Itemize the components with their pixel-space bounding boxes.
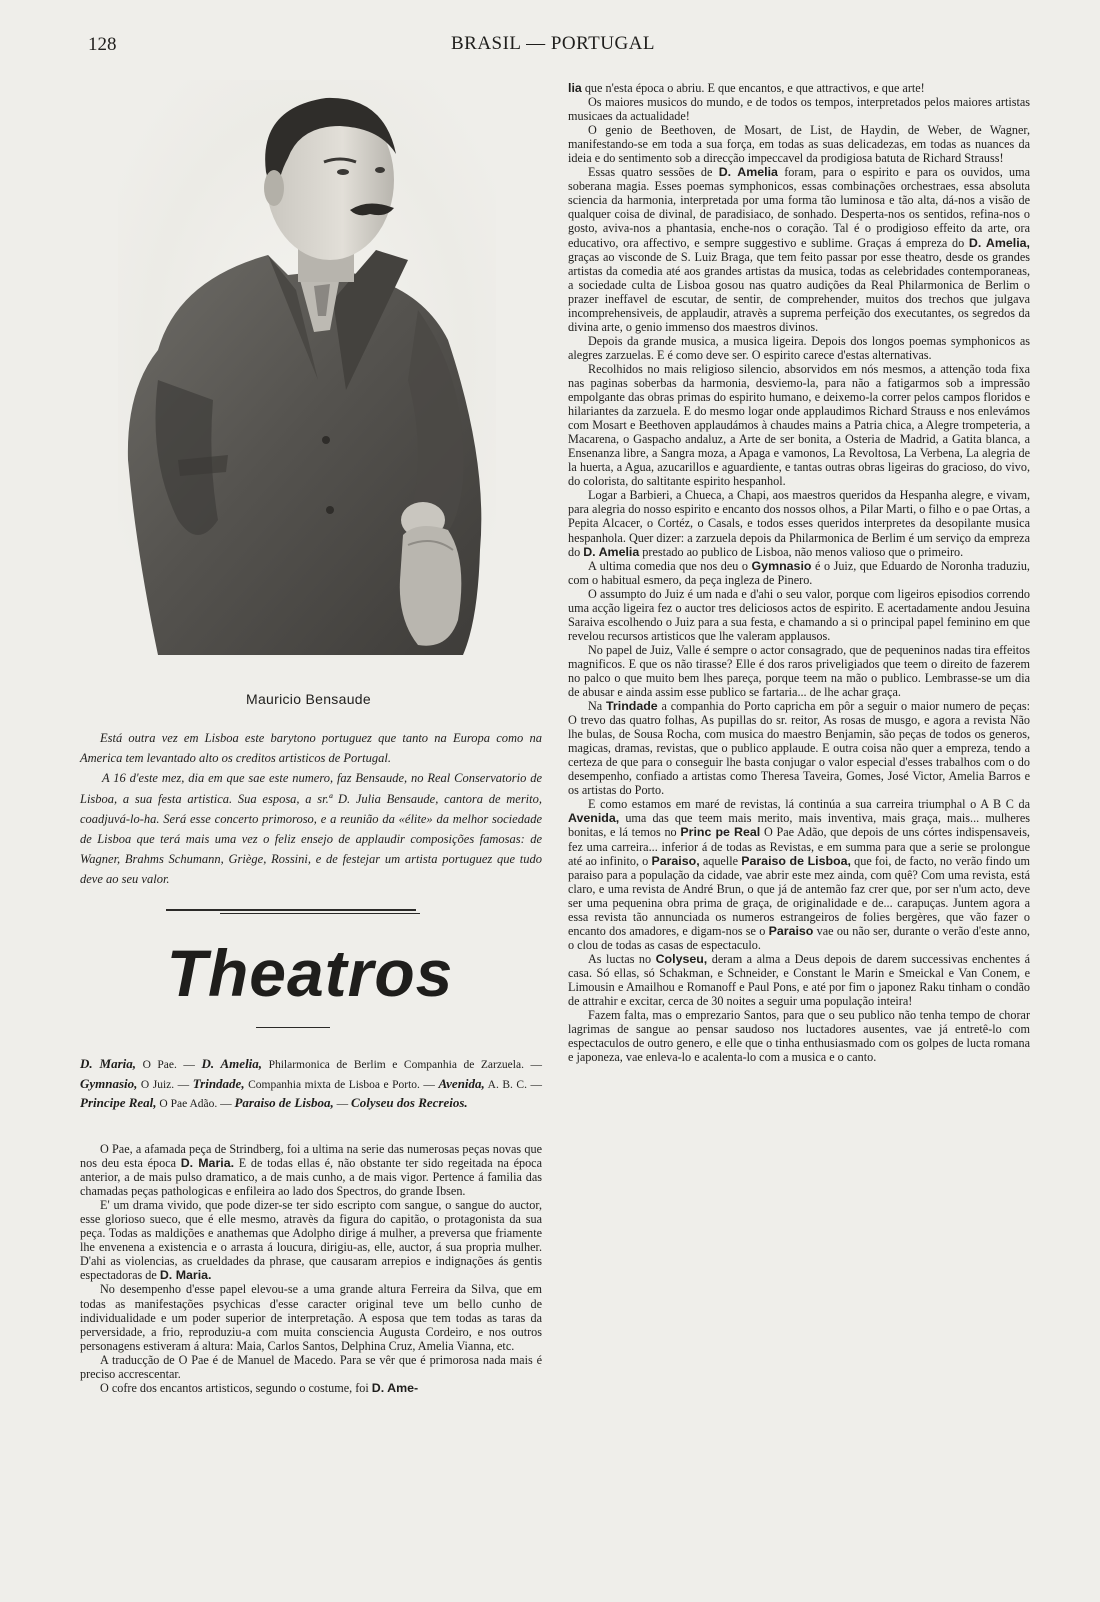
portrait-caption-text bbox=[80, 728, 542, 890]
theatre-program: D. Maria, O Pae. — D. Amelia, Philarmonica de Berlim e Companhia de Zarzuela. — Gymnasio, O Juiz. — Trindade, Companhia mixta de Lisboa e Porto. — Avenida, A. B. C. — Principe Real, O Pae Adão. — Paraiso de Lisboa, — Colyseu dos Recreios. bbox=[80, 1056, 542, 1110]
article-paragraph: O Pae, a afamada peça de Strindberg, foi a ultima na serie das numerosas peças novas que nos deu esta época D. Maria. E de todas ellas é, não obstante ter sido regeitada na época anterior, a de mais pulso dramatico, a de mais cunho, a de mais vigor. Pertence á familia das chamadas peças pathologicas e enfileira ao lado dos Spectros, do grande Ibsen. bbox=[80, 1142, 542, 1199]
venue-label: Principe Real, bbox=[80, 1095, 157, 1110]
article-paragraph: Recolhidos no mais religioso silencio, absorvidos em nós mesmos, a attenção toda fixa nas paginas soberbas da harmonia, desviemo-la, para não a fatigarmos sob a impressão empolgante das obras primas do espirito humano, e deixemo-la correr pelos campos floridos e hilariantes da zarzuela. E do mesmo logar onde applaudimos Richard Strauss e nos enlevámos com Mosart e Beethoven applaudámos à chaudes mains a Patria chica, a Alegre trompeteria, a Macarena, o Gaspacho andaluz, a Arte de ser bonita, a Osteria de Madrid, a Gatita blanca, a Ensenanza libre, a Sangra moza, a Apaga e vamonos, La Revoltosa, La Verbena, La alegria de la huerta, a Agua, azucarillos e aguardiente, e tantas outras obras ligeiras do gracioso, do vivo, do colorista, do saltitante espirito hespanhol. bbox=[568, 361, 1030, 489]
caption-paragraph: Está outra vez em Lisboa este barytono portuguez que tanto na Europa como na America tem levantado alto os creditos artisticos de Portugal. bbox=[80, 731, 542, 766]
portrait-photo bbox=[118, 80, 496, 658]
venue-label: Colyseu dos Recreios. bbox=[351, 1095, 468, 1110]
article-paragraph: As luctas no Colyseu, deram a alma a Deus depois de darem successivas enchentes á casa. Só ellas, só Schakman, e Schneider, e Constant le Marin e Smeickal e Van Conem, e Limousin e Amailhou e Romanoff e Paul Pons, e até por fim o japonez Raku tinham o condão de attrahir e excitar, cerca de 30 noites a seguir uma população inteira! bbox=[568, 951, 1030, 1009]
page-number: 128 bbox=[88, 34, 117, 55]
article-paragraph: Na Trindade a companhia do Porto capricha em pôr a seguir o maior numero de peças: O trevo das quatro folhas, As pupillas do sr. reitor, As rosas de musgo, e agora a revista Não lhe bulas, de Sousa Rocha, com musica do maestro Benjamin, são peças de todos os generos, magicas, dramas, revistas, que o publico applaude. E outra coisa não quer a empreza, tendo a certeza de que para o conseguir lhe basta conjugar o valor especial d'esses trabalhos com o do desempenho, confiado a artistas como Theresa Taveira, Gomes, José Victor, Amelia Barros e os artistas do Porto. bbox=[568, 699, 1031, 798]
divider-rule bbox=[220, 913, 420, 914]
article-paragraph: O assumpto do Juiz é um nada e d'ahi o seu valor, porque com ligeiros episodios correndo uma acção ligeira fez o auctor tres deliciosos actos de espirito. E acertadamente andou Jesuina Saraiva escolhendo o Juiz para a sua festa, e chamando a si o principal papel feminino em que revelou recursos artisticos que lhe valeram applausos. bbox=[568, 586, 1030, 643]
article-paragraph: A traducção de O Pae é de Manuel de Macedo. Para se vêr que é primorosa nada mais é preciso accrescentar. bbox=[80, 1352, 542, 1381]
article-column-right bbox=[568, 81, 1030, 1064]
divider-rule bbox=[166, 909, 416, 911]
article-paragraph: lia que n'esta época o abriu. E que encantos, e que attractivos, e que arte! bbox=[568, 81, 925, 95]
portrait-caption-name: Mauricio Bensaude bbox=[246, 691, 371, 707]
venue-label: Avenida, bbox=[438, 1075, 485, 1091]
article-paragraph: E como estamos em maré de revistas, lá continúa a sua carreira triumphal o A B C da Avenida, uma das que teem mais merito, mais inventiva, mais graça, mais... mulheres bonitas, e lá temos no Princ pe Real O Pae Adão, que depois de uns córtes indispensaveis, fez uma carreira... inferior á de todas as Revistas, e em summa para que a serie se prolongue até ao infinito, o Paraiso, aquelle Paraiso de Lisboa, que foi, de facto, no verão findo um paraiso para a população da cidade, vae abrir este mez ainda, com quê? Com uma revista, está claro, e uma revista de André Brun, o que já de antemão faz crer que, por ser n'um acto, deve ser uma pequenina obra prima de graça, de originalidade e de... carapuças. Juntem agora a essa revista tão annunciada os numeros estrangeiros de folies bergères, que vão fazer o encanto dos amadores, e digam-nos se o Paraiso vae ou não ser, durante o verão d'este anno, o clou de todas as casas de espectaculo. bbox=[568, 797, 1030, 952]
venue-label: Paraiso de Lisboa, bbox=[234, 1095, 334, 1110]
article-paragraph: Fazem falta, mas o emprezario Santos, para que o seu publico não tenha tempo de chorar lagrimas de sangue ao pensar saudoso nos luctadores ausentes, vae já entretê-lo com espectaculos de outro genero, e elle que o tinha enthusiasmado com os golpes de lucta romana e japoneza, vae enleva-lo e acalenta-lo com a musica e o canto. bbox=[568, 1008, 1030, 1065]
article-paragraph: O cofre dos encantos artisticos, segundo o costume, foi D. Ame- bbox=[100, 1380, 419, 1395]
article-paragraph: No desempenho d'esse papel elevou-se a uma grande altura Ferreira da Silva, que em todas as manifestações psychicas d'esse caracter original teve um bello cunho de individualidade e um poder superior de interpretação. A esposa que tem todas as taras da perversidade, a frio, reproduziu-a com muita consciencia Augusta Cordeiro, e nos outros personagens estiveram á altura: Maia, Carlos Santos, Delphina Cruz, Amelia Vianna, etc. bbox=[80, 1282, 542, 1353]
venue-label: D. Maria, bbox=[80, 1056, 137, 1071]
article-column-left bbox=[80, 1142, 542, 1395]
venue-label: D. Amelia, bbox=[201, 1056, 263, 1071]
venue-label: Gymnasio, bbox=[80, 1075, 138, 1091]
article-paragraph: E' um drama vivido, que pode dizer-se ter sido escripto com sangue, o sangue do auctor, esse glorioso sueco, que é elle mesmo, atravès da figura do capitão, o protagonista da sua peça. Todas as maldições e anathemas que Adolpho dirige á mulher, a preversa que friamente lhe envenena a existencia e o arrasta á loucura, dirigiu-as, elle, auctor, á sua propria mulher. D'ahi as violencias, as crueldades da phrase, que causaram arrepios e indignações ás gentis espectadoras de D. Maria. bbox=[80, 1198, 542, 1283]
divider-rule bbox=[256, 1027, 330, 1028]
article-paragraph: Logar a Barbieri, a Chueca, a Chapi, aos maestros queridos da Hespanha alegre, e vivam, para alegria do nosso espirito e encanto dos nossos olhos, a Pilar Marti, o filho e o pae Ortas, a Pepita Alcacer, o Cortéz, o Casals, e todos esses queridos interpretes da desopilante musica hespanhola. Quer dizer: a zarzuela depois da Philarmonica de Berlim é um serviço da empreza do D. Amelia prestado ao publico de Lisboa, não menos valioso que o primeiro. bbox=[568, 488, 1030, 559]
caption-paragraph: A 16 d'este mez, dia em que sae este numero, faz Bensaude, no Real Conservatorio de Lisboa, a sua festa artistica. Sua esposa, a sr.ª D. Julia Bensaude, cantora de merito, coadjuvá-lo-ha. Será esse concerto primoroso, e a reunião da «élite» da melhor sociedade de Lisboa que terá mais uma vez o feliz ensejo de applaudir composições famosas: de Wagner, Brahms Schumann, Griège, Rossini, e de festejar um artista portuguez que tudo deve ao seu valor. bbox=[80, 771, 542, 887]
article-paragraph: O genio de Beethoven, de Mosart, de List, de Haydin, de Weber, de Wagner, manifestando-se em toda a sua força, em todas as suas delicadezas, em todas as nuances da ideia e do sentimento sob a direcção impeccavel da prodigiosa batuta de Richard Strauss! bbox=[568, 123, 1030, 166]
article-paragraph: Os maiores musicos do mundo, e de todos os tempos, interpretados pelos maiores artistas musicaes da actualidade! bbox=[568, 95, 1030, 124]
article-paragraph: Depois da grande musica, a musica ligeira. Depois dos longos poemas symphonicos as alegres zarzuelas. E é como deve ser. O espirito carece d'estas alternativas. bbox=[568, 333, 1030, 362]
venue-label: Trindade, bbox=[192, 1075, 245, 1091]
section-title: Theatros bbox=[166, 936, 454, 1010]
article-paragraph: Essas quatro sessões de D. Amelia foram, para o espirito e para os ouvidos, uma soberana magia. Esses poemas symphonicos, essas combinações orchestraes, essa absoluta sciencia da harmonia, interpretada por uma forma tão luminosa e tão alta, dá-nos a visão de qualquer coisa de divinal, de paradisiaco, de sonhado. Desperta-nos os sentidos, refina-nos o gosto, aviva-nos a phantasia, enche-nos o coração. Tal é o prodigioso effeito da arte, ora educativo, ora affectivo, e sempre suggestivo e sublime. Graças á empreza do D. Amelia, graças ao visconde de S. Luiz Braga, que tem feito passar por esse theatro, desde os grandes artistas da comedia até aos grandes artistas da musica, todas as celebridades contemporaneas, a sociedade culta de Lisboa gosou nas quatro audições da Real Philarmonica de Berlim o prazer ineffavel de escutar, de sentir, de comprehender, muitos dos trechos que julgava incomprehensiveis, de applaudir, atravès a suprema perfeição dos executantes, os segredos da divina arte, o genio immenso dos maestros divinos. bbox=[568, 165, 1030, 334]
article-paragraph: No papel de Juiz, Valle é sempre o actor consagrado, que de pequeninos nadas tira effeitos magnificos. E que os não tirasse? Elle é dos raros priveligiados que teem o direito de fazerem no palco o que muito bem lhes pareça, porque teem na mão o publico. Lembrasse-se um dia de abusar e ainda assim esse publico se fartaria... de lhe achar graça. bbox=[568, 642, 1030, 700]
running-title: BRASIL — PORTUGAL bbox=[450, 33, 656, 54]
article-paragraph: A ultima comedia que nos deu o Gymnasio é o Juiz, que Eduardo de Noronha traduziu, com o habitual esmero, da peça ingleza de Pinero. bbox=[568, 558, 1030, 587]
